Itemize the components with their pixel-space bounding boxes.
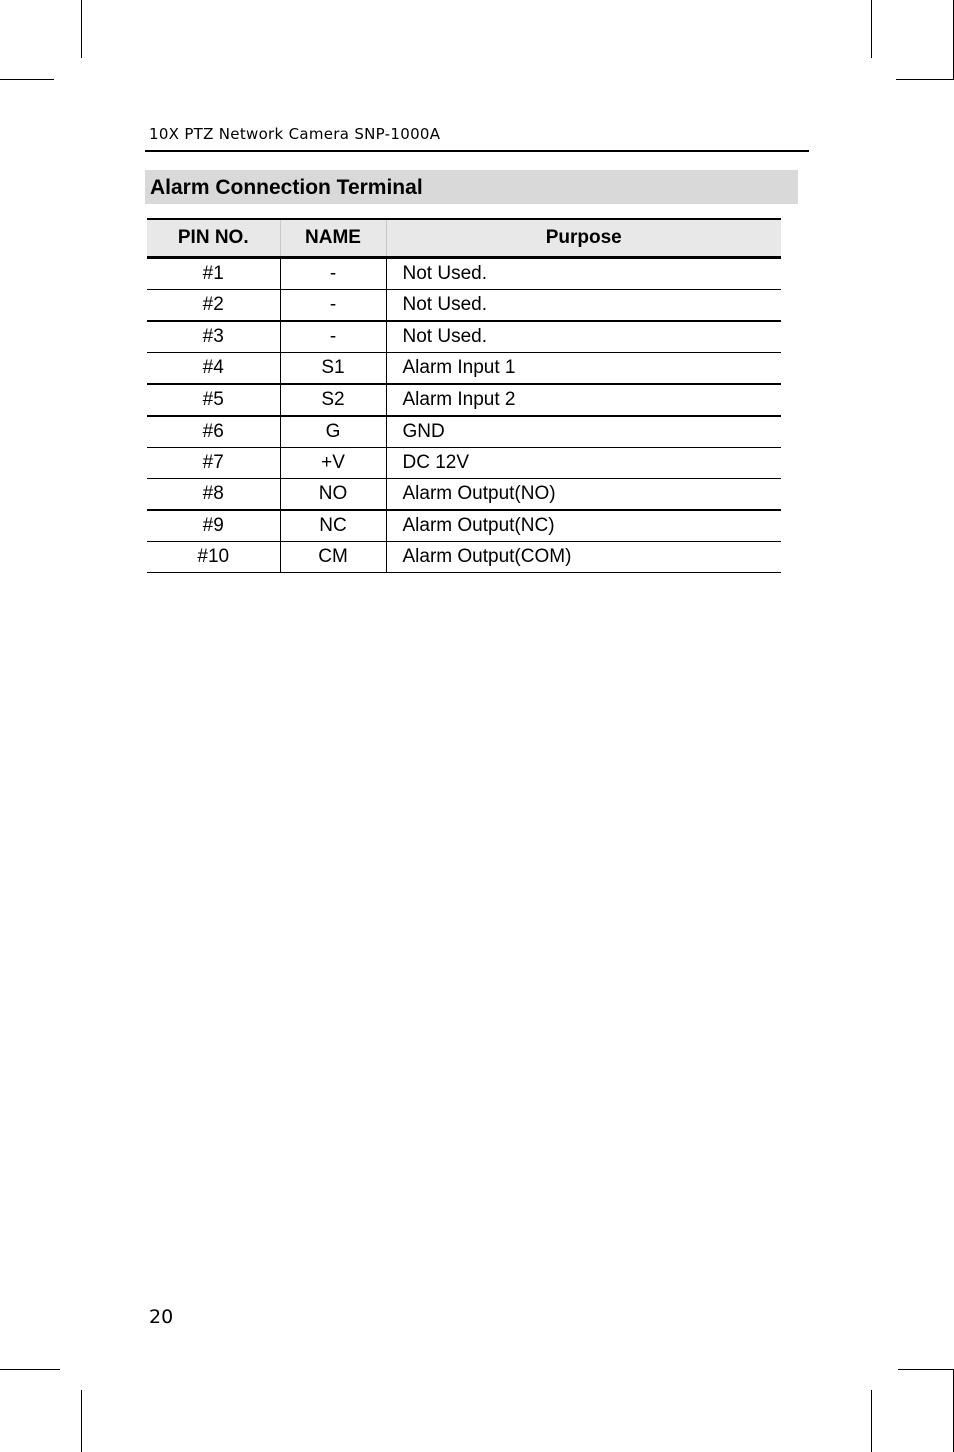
table-row	[147, 384, 781, 416]
pin-cell: #10	[147, 542, 280, 573]
crop-mark	[0, 79, 54, 80]
name-cell: -	[280, 290, 386, 322]
crop-mark	[81, 1390, 82, 1452]
table-row	[147, 448, 781, 479]
crop-mark	[81, 0, 82, 58]
section-title: Alarm Connection Terminal	[150, 176, 423, 199]
crop-mark	[871, 1390, 872, 1452]
purpose-cell: Alarm Output(NC)	[386, 510, 781, 542]
pin-cell: #5	[147, 384, 280, 416]
name-cell: -	[280, 321, 386, 353]
name-cell: S1	[280, 353, 386, 385]
column-header-name: NAME	[280, 219, 386, 258]
pin-cell: #3	[147, 321, 280, 353]
table-row	[147, 510, 781, 542]
name-cell: +V	[280, 448, 386, 479]
table-row	[147, 353, 781, 385]
crop-mark	[0, 1369, 60, 1370]
purpose-cell: Alarm Output(NO)	[386, 479, 781, 511]
purpose-cell: DC 12V	[386, 448, 781, 479]
purpose-cell: Alarm Input 1	[386, 353, 781, 385]
table-row	[147, 542, 781, 573]
pin-cell: #6	[147, 416, 280, 448]
running-header: 10X PTZ Network Camera SNP-1000A	[149, 125, 441, 143]
table-row	[147, 416, 781, 448]
purpose-cell: Not Used.	[386, 258, 781, 290]
table-row	[147, 258, 781, 290]
crop-mark	[898, 1369, 954, 1370]
section-heading-bar	[145, 170, 798, 204]
header-rule	[145, 150, 809, 152]
alarm-terminal-table	[147, 218, 781, 573]
pin-cell: #4	[147, 353, 280, 385]
pin-cell: #8	[147, 479, 280, 511]
page-number: 20	[149, 1306, 174, 1328]
table-row	[147, 290, 781, 322]
purpose-cell: Alarm Output(COM)	[386, 542, 781, 573]
name-cell: CM	[280, 542, 386, 573]
name-cell: NC	[280, 510, 386, 542]
purpose-cell: Not Used.	[386, 321, 781, 353]
name-cell: S2	[280, 384, 386, 416]
pin-cell: #1	[147, 258, 280, 290]
table-row	[147, 321, 781, 353]
pin-cell: #9	[147, 510, 280, 542]
name-cell: -	[280, 258, 386, 290]
pin-cell: #2	[147, 290, 280, 322]
crop-mark	[871, 0, 872, 58]
name-cell: NO	[280, 479, 386, 511]
table-header-row	[147, 219, 781, 258]
purpose-cell: Alarm Input 2	[386, 384, 781, 416]
name-cell: G	[280, 416, 386, 448]
column-header-purpose: Purpose	[386, 219, 781, 258]
purpose-cell: GND	[386, 416, 781, 448]
pin-cell: #7	[147, 448, 280, 479]
column-header-pin: PIN NO.	[147, 219, 280, 258]
purpose-cell: Not Used.	[386, 290, 781, 322]
table-row	[147, 479, 781, 511]
crop-mark	[896, 79, 954, 80]
